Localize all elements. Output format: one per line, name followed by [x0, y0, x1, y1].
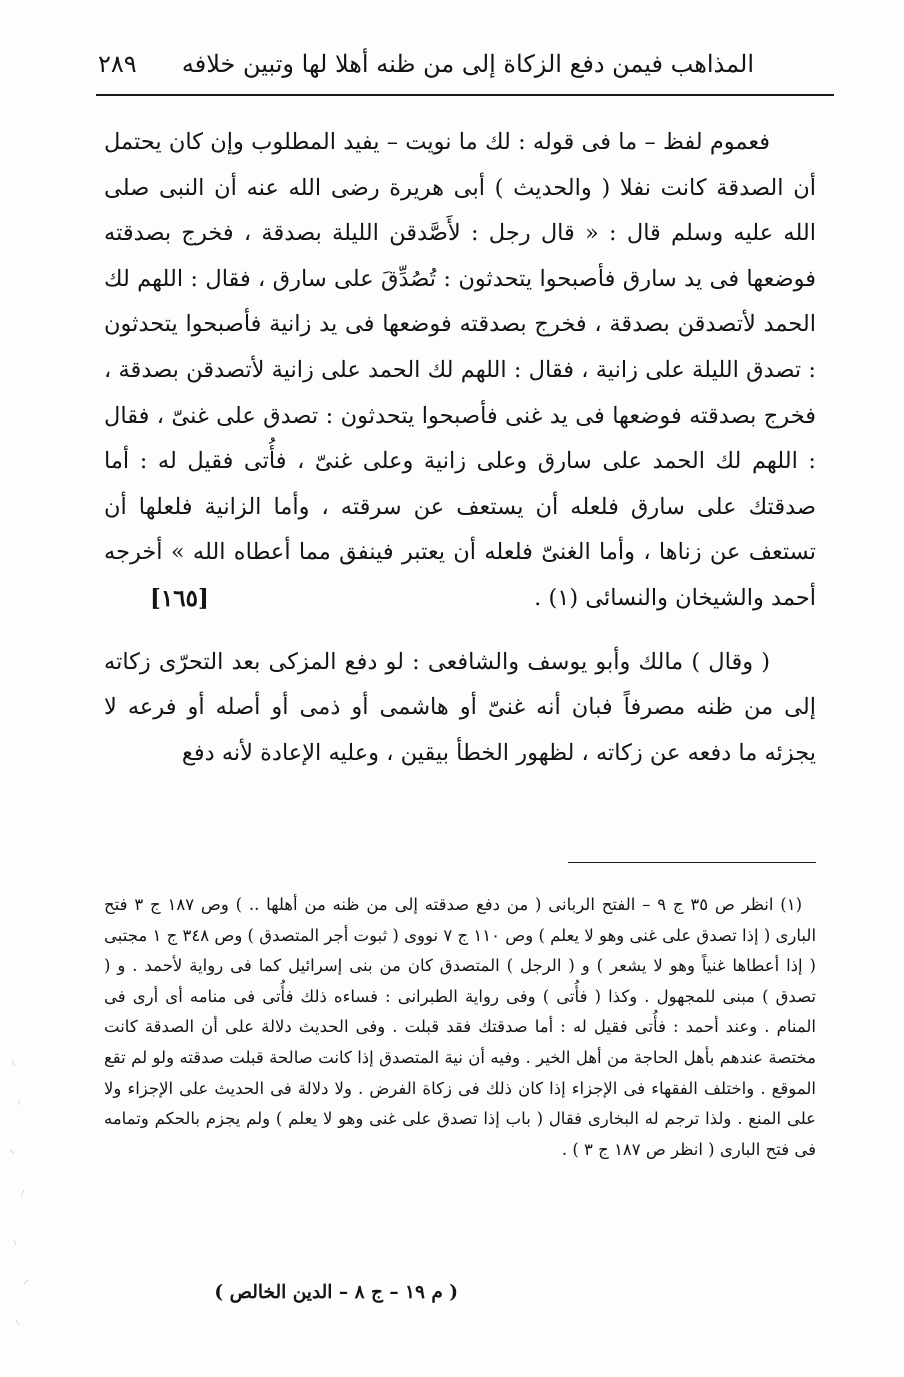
footnote-text: (١) انظر ص ٣٥ ج ٩ – الفتح الربانى ( من دفع صدقته إلى من ظنه من أهلها .. ) وص ١٨٧ ج ٣ فتح البارى ( إذا تصدق على غنى وهو لا يعلم ) وص ١١٠ ج ٧ نووى ( ثبوت أجر المتصدق ) وص ٣٤٨ ج ١ مجتبى ( إذا أعطاها غنياً وهو لا يشعر ) و ( الرجل ) المتصدق كان من بنى إسرائيل كما فى رواية لأحمد . و ( تصدق ) مبنى للمجهول . وكذا ( فأُتى ) وفى رواية الطبرانى : فساءه ذلك فأُتى فى منامه أى أرى فى المنام . وعند أحمد : فأُتى فقيل له : أما صدقتك فقد قبلت . وفى الحديث دلالة على أن الصدقة كانت مختصة عندهم بأهل الحاجة من أهل الخير . وفيه أن نية المتصدق إذا كانت صالحة قبلت صدقته ولو لم تقع الموقع . واختلف الفقهاء فى الإجزاء إذا كان ذلك فى زكاة الفرض . ولا دلالة فى الحديث على الإجزاء ولا على المنع . ولذا ترجم له البخارى فقال ( باب إذا تصدق على غنى وهو لا يعلم ) ولم يجزم بالحكم وتمامه فى فتح البارى ( انظر ص ١٨٧ ج ٣ ) . [104, 895, 817, 1159]
paragraph-scholars: ( وقال ) مالك وأبو يوسف والشافعى : لو دفع المزكى بعد التحرّى زكاته إلى من ظنه مصرفاً فبان أنه غنىّ أو هاشمى أو ذمى أو أصله أو فرعه لا يجزئه ما دفعه عن زكاته ، لظهور الخطأ بيقين ، وعليه الإعادة لأنه دفع [104, 648, 816, 766]
hadith-number: [١٦٥] [150, 584, 209, 612]
paper-texture-specks [2, 1040, 48, 1360]
main-text [104, 120, 816, 776]
footnote [104, 890, 816, 1165]
signature-mark: ( م ١٩ – ج ٨ – الدين الخالص ) [214, 1282, 458, 1303]
footnote-rule [568, 862, 816, 863]
paragraph-hadith [104, 120, 816, 622]
paragraph-hadith-text: فعموم لفظ – ما فى قوله : لك ما نويت – يفيد المطلوب وإن كان يحتمل أن الصدقة كانت نفلا ( والحديث ) أبى هريرة رضى الله عنه أن النبى صلى الله عليه وسلم قال : « قال رجل : لأَصَّدقن الليلة بصدقة ، فخرج بصدقته فوضعها فى يد سارق فأصبحوا يتحدثون : تُصُدِّقَ على سارق ، فقال : اللهم لك الحمد لأتصدقن بصدقة ، فخرج بصدقته فوضعها فى يد زانية فأصبحوا يتحدثون : تصدق الليلة على زانية ، فقال : اللهم لك الحمد على زانية لأتصدقن بصدقة ، فخرج بصدقته فوضعها فى يد غنى فأصبحوا يتحدثون : تصدق على غنىّ ، فقال : اللهم لك الحمد على سارق وعلى زانية وعلى غنىّ ، فأُتى فقيل له : أما صدقتك على سارق فلعله أن يستعف عن سرقته ، وأما الزانية فلعلها أن تستعف عن زناها ، وأما الغنىّ فلعله أن يعتبر فينفق مما أعطاه الله » أخرجه أحمد والشيخان والنسائى (١) . [104, 129, 816, 611]
header-rule [96, 94, 834, 96]
running-head [98, 44, 754, 84]
running-title: المذاهب فيمن دفع الزكاة إلى من ظنه أهلا لها وتبين خلافه [181, 50, 754, 78]
page-number: ٢٨٩ [98, 50, 137, 78]
